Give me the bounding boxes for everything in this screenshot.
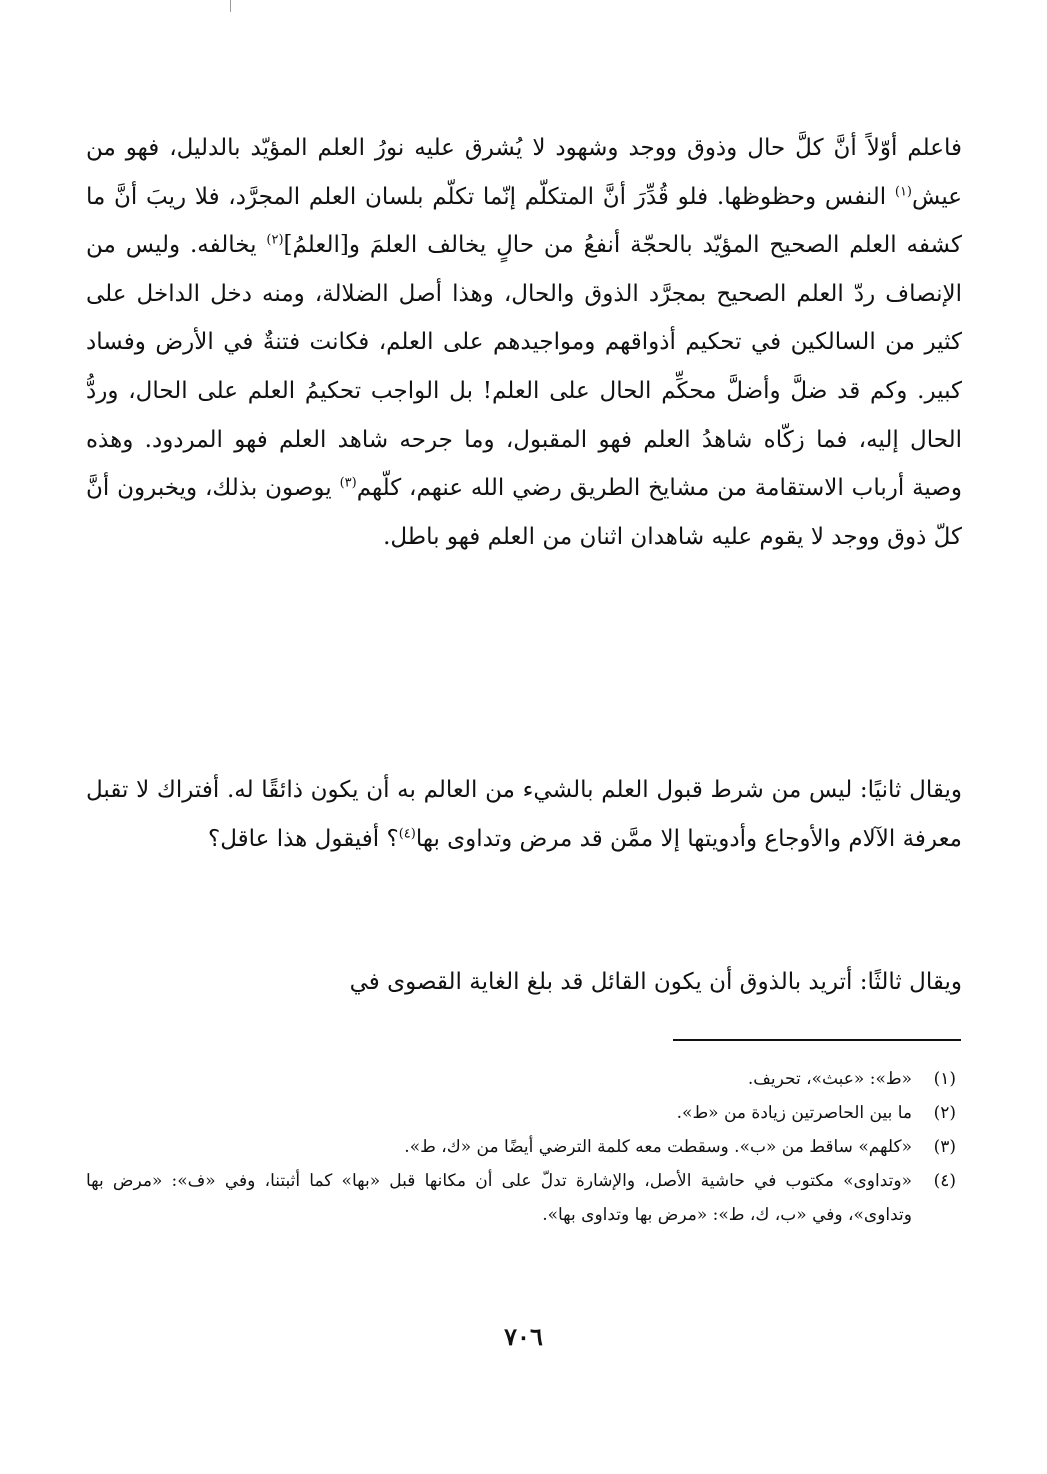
footnote-ref-4[interactable]: (٤): [398, 825, 416, 841]
footnote-item: [86, 1130, 962, 1164]
paragraph-3: [86, 958, 962, 1007]
footnote-number: (٢): [933, 1103, 956, 1123]
footnote-number: (٤): [933, 1171, 956, 1191]
footnotes: [86, 1062, 962, 1232]
paragraph-1-text-a: فاعلم أوّلاً أنَّ كلَّ حال وذوق ووجد وشهود لا يُشرق عليه نورُ العلم المؤيّد بالدليل، فهو من عيش: [86, 135, 962, 210]
footnote-text: «كلهم» ساقط من «ب». وسقطت معه كلمة الترضي أيضًا من «ك، ط».: [404, 1137, 912, 1157]
footnote-item: [86, 1062, 962, 1096]
paragraph-1: [86, 124, 962, 561]
page-number: ٧٠٦: [504, 1322, 543, 1351]
footnote-text: ما بين الحاصرتين زيادة من «ط».: [676, 1103, 912, 1123]
paragraph-3-text: ويقال ثالثًا: أتريد بالذوق أن يكون القائل قد بلغ الغاية القصوى في: [349, 969, 962, 995]
paragraph-2: [86, 766, 962, 863]
crop-mark: [230, 0, 231, 12]
footnote-number: (١): [933, 1069, 956, 1089]
footnote-item: [86, 1096, 962, 1130]
footnote-ref-3[interactable]: (٣): [339, 475, 357, 491]
footnote-item: [86, 1164, 962, 1232]
footnote-text: «ط»: «عبث»، تحريف.: [747, 1069, 912, 1089]
footnote-number: (٣): [933, 1137, 956, 1157]
paragraph-2-text-b: ؟ أفيقول هذا عاقل؟: [208, 825, 399, 852]
paragraph-2-text-a: ويقال ثانيًا: ليس من شرط قبول العلم بالشيء من العالم به أن يكون ذائقًا له. أفتراك لا تقبل معرفة الآلام والأوجاع وأدويتها إلا ممَّن قد مرض وتداوى بها: [86, 777, 962, 852]
footnote-ref-2[interactable]: (٢): [266, 232, 284, 248]
footnote-text: «وتداوى» مكتوب في حاشية الأصل، والإشارة تدلّ على أن مكانها قبل «بها» كما أثبتنا، وفي «ف»: «مرض بها وتداوى»، وفي «ب، ك، ط»: «مرض بها وتداوى بها».: [86, 1171, 912, 1225]
paragraph-1-text-d: يوصون بذلك، ويخبرون أنَّ كلّ ذوق ووجد لا يقوم عليه شاهدان اثنان من العلم فهو باطل.: [86, 475, 962, 550]
paragraph-1-text-b: النفس وحظوظها. فلو قُدِّرَ أنَّ المتكلّم إنّما تكلّم بلسان العلم المجرَّد، فلا ريبَ أنَّ ما كشفه العلم الصحيح المؤيّد بالحجّة أنفعُ من حالٍ يخالف العلمَ و[العلمُ]: [86, 183, 962, 259]
paragraph-1-text-c: يخالفه. وليس من الإنصاف ردّ العلم الصحيح بمجرَّد الذوق والحال، وهذا أصل الضلالة، ومنه دخل الداخل على كثير من السالكين في تحكيم أذواقهم ومواجيدهم على العلم، فكانت فتنةٌ في الأرض وفساد كبير. وكم قد ضلَّ وأضلَّ محكِّم الحال على العلم! بل الواجب تحكيمُ العلم على الحال، وردُّ الحال إليه، فما زكّاه شاهدُ العلم فهو المقبول، وما جرحه شاهد العلم فهو المردود. وهذه وصية أرباب الاستقامة من مشايخ الطريق رضي الله عنهم، كلّهم: [86, 232, 962, 502]
footnote-ref-1[interactable]: (١): [894, 183, 912, 199]
footnote-separator: [673, 1039, 961, 1041]
